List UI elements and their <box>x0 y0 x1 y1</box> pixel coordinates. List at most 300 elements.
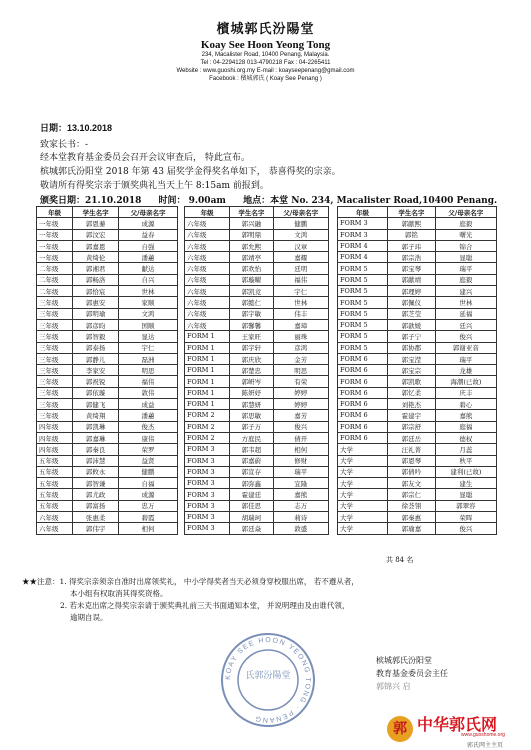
note-1: 1. 得奖宗亲须亲自准时出席领奖礼， 中小学得奖者当天必须身穿校服出席， 若不遵从者， <box>59 577 359 586</box>
parent-name-cell: 荣晖 <box>435 512 496 523</box>
parent-name-cell: 建生 <box>435 478 496 489</box>
grade-cell: 五年级 <box>37 500 73 511</box>
table-row <box>185 319 329 330</box>
parent-name-cell: 嘉耀 <box>273 252 329 263</box>
student-name-cell: 郭楚忠 <box>230 365 273 376</box>
notes-label: ★★注意： <box>22 577 60 586</box>
parent-name-cell: 汉章 <box>273 240 329 251</box>
student-name-cell: 郭伟宇 <box>73 523 119 534</box>
grade-cell: FORM 6 <box>338 365 388 376</box>
parent-name-cell: 健鹏 <box>119 466 178 477</box>
table-row <box>37 218 178 229</box>
table-row <box>338 478 497 489</box>
table-row <box>185 512 329 523</box>
student-name-cell: 郭铭 <box>388 229 436 240</box>
parent-name-cell: 碧霞 <box>119 512 178 523</box>
parent-name-cell: 显达 <box>119 331 178 342</box>
parent-name-cell: 嘉璋 <box>273 319 329 330</box>
table-row <box>37 319 178 330</box>
student-name-cell: 郭允熙 <box>230 240 273 251</box>
grade-cell: 三年级 <box>37 342 73 353</box>
student-name-cell: 郭佳思 <box>230 500 273 511</box>
parent-name-cell: 碧心 <box>435 399 496 410</box>
grade-cell: FORM 2 <box>185 432 230 443</box>
note-2-cont: 逾期自误。 <box>70 613 108 622</box>
grade-cell: FORM 3 <box>338 229 388 240</box>
parent-name-cell: 文鸿 <box>273 229 329 240</box>
student-name-cell: 郭彦昀 <box>73 319 119 330</box>
grade-cell: 大学 <box>338 500 388 511</box>
parent-name-cell: 潘蕙 <box>119 252 178 263</box>
grade-cell: 三年级 <box>37 297 73 308</box>
table-row <box>338 274 497 285</box>
org-facebook: Facebook : 檳城郭氏 ( Koay See Penang ) <box>209 76 322 82</box>
table-row <box>37 512 178 523</box>
student-name-cell: 郭岍岑 <box>230 376 273 387</box>
parent-name-cell: 宇仁 <box>273 286 329 297</box>
parent-name-cell: 彦鸿 <box>273 342 329 353</box>
table-row <box>338 240 497 251</box>
student-name-cell: 郭秦惠 <box>388 512 436 523</box>
student-name-cell: 郭兴融 <box>230 218 273 229</box>
table-row <box>185 410 329 421</box>
grade-cell: 一年级 <box>37 218 73 229</box>
table-row <box>185 342 329 353</box>
table-row <box>37 240 178 251</box>
parent-name-cell: 成源 <box>119 489 178 500</box>
grade-cell: 六年级 <box>37 512 73 523</box>
student-name-cell: 郭尤政 <box>73 489 119 500</box>
student-name-cell: 郭凯竞 <box>230 286 273 297</box>
student-name-cell: 郭宝滢 <box>388 353 436 364</box>
table-row <box>338 342 497 353</box>
student-name-cell: 郭健飞 <box>73 399 119 410</box>
org-contact: Tel : 04-2294128 013-4790218 Fax : 04-2265411 <box>200 60 331 66</box>
student-name-cell: 郭理婷 <box>388 286 436 297</box>
table-row <box>37 399 178 410</box>
grade-cell: 二年级 <box>37 286 73 297</box>
parent-name-cell: 潘蕙 <box>119 410 178 421</box>
student-name-cell: 郭懿仁 <box>230 297 273 308</box>
table-row <box>185 376 329 387</box>
student-name-cell: 王家旺 <box>230 331 273 342</box>
parent-name-cell: 庆丰 <box>435 387 496 398</box>
grade-cell: 六年级 <box>185 297 230 308</box>
student-name-cell: 郭湘君 <box>73 263 119 274</box>
student-name-cell: 郭攸永 <box>73 466 119 477</box>
student-name-cell: 郭凯歌 <box>388 376 436 387</box>
table-row <box>185 500 329 511</box>
parent-name-cell: 嘉熊 <box>273 489 329 500</box>
grade-cell: FORM 3 <box>185 466 230 477</box>
table-row <box>185 444 329 455</box>
parent-name-cell: 修财 <box>273 455 329 466</box>
parent-name-cell: 成源 <box>119 218 178 229</box>
grade-cell: 三年级 <box>37 319 73 330</box>
parent-name-cell: 瑞平 <box>273 466 329 477</box>
parent-name-cell: 宜隆 <box>273 478 329 489</box>
total-count: 共 84 名 <box>386 556 414 564</box>
table-row <box>338 365 497 376</box>
parent-name-cell: 嘉芳 <box>273 410 329 421</box>
grade-cell: FORM 6 <box>338 421 388 432</box>
student-name-cell: 陈妍妤 <box>230 387 273 398</box>
student-name-cell: 郭靖亭 <box>230 252 273 263</box>
student-name-cell: 郭汶宏 <box>73 229 119 240</box>
student-name-cell: 郭秦良 <box>73 444 119 455</box>
table-header-row <box>185 207 329 218</box>
greeting: 致家长书：- <box>40 140 89 150</box>
note-2: 2. 若未克出席之得奖宗亲请于颁奖典礼前三天书面通知本堂， 并说明理由及由谁代领， <box>60 601 350 610</box>
grade-cell: FORM 1 <box>185 342 230 353</box>
logo-title: 中华郭氏网 <box>417 715 498 734</box>
winners-table-3 <box>337 206 497 535</box>
student-name-cell: 霍建廷 <box>230 489 273 500</box>
grade-cell: 三年级 <box>37 308 73 319</box>
grade-cell: FORM 2 <box>185 421 230 432</box>
table-row <box>185 365 329 376</box>
table-row <box>185 455 329 466</box>
student-name-cell: 郭献靖 <box>388 274 436 285</box>
student-name-cell: 郭宗浩 <box>388 252 436 263</box>
student-name-cell: 郭弥鑫 <box>230 478 273 489</box>
table-row <box>37 252 178 263</box>
table-row <box>338 500 497 511</box>
student-name-cell: 郭宗仁 <box>388 489 436 500</box>
table-row <box>37 500 178 511</box>
parent-name-cell: 福伟 <box>119 376 178 387</box>
grade-cell: 六年级 <box>185 274 230 285</box>
grade-cell: FORM 3 <box>185 478 230 489</box>
table-row <box>185 229 329 240</box>
grade-cell: FORM 3 <box>185 444 230 455</box>
student-name-cell: 郭思敏 <box>230 410 273 421</box>
parent-name-cell: 海潮(已故) <box>435 376 496 387</box>
grade-cell: 六年级 <box>185 286 230 297</box>
winners-table-1 <box>36 206 178 535</box>
student-name-cell: 郭慧妍 <box>230 399 273 410</box>
stamp-ring-text: KOAY SEE HOON YEONG TONG · PENANG <box>224 636 312 724</box>
grade-cell: FORM 5 <box>338 319 388 330</box>
grade-cell: 五年级 <box>37 478 73 489</box>
student-name-cell: 郭嘉蔚 <box>230 455 273 466</box>
table-row <box>338 387 497 398</box>
grade-cell: 大学 <box>338 444 388 455</box>
grade-cell: 六年级 <box>185 319 230 330</box>
table-row <box>37 286 178 297</box>
column-header: 学生名字 <box>388 207 436 218</box>
student-name-cell: 郭廷焱 <box>230 523 273 534</box>
parent-name-cell: 文鸿 <box>119 308 178 319</box>
logo-emblem-icon: 郭 <box>387 716 413 742</box>
parent-name-cell: 自福 <box>119 478 178 489</box>
parent-name-cell: 俊杰 <box>119 421 178 432</box>
parent-name-cell: 倩开 <box>273 432 329 443</box>
student-name-cell: 郭子万 <box>230 421 273 432</box>
student-name-cell: 郭宇轩 <box>230 342 273 353</box>
grade-cell: FORM 6 <box>338 376 388 387</box>
table-row <box>37 342 178 353</box>
grade-cell: 三年级 <box>37 387 73 398</box>
grade-cell: 大学 <box>338 523 388 534</box>
student-name-cell: 郭明鼎 <box>230 229 273 240</box>
parent-name-cell: 丽珠 <box>273 331 329 342</box>
student-name-cell: 张惠柔 <box>73 512 119 523</box>
student-name-cell: 徐荟翎 <box>388 500 436 511</box>
table-row <box>338 444 497 455</box>
grade-cell: 四年级 <box>37 444 73 455</box>
student-name-cell: 郭沛慧 <box>73 455 119 466</box>
parent-name-cell: 康伟 <box>119 432 178 443</box>
parent-name-cell: 廷明 <box>273 263 329 274</box>
table-row <box>37 444 178 455</box>
grade-cell: 六年级 <box>185 229 230 240</box>
table-row <box>338 286 497 297</box>
parent-name-cell: 自兴 <box>119 274 178 285</box>
grade-cell: FORM 6 <box>338 432 388 443</box>
table-row <box>37 263 178 274</box>
grade-cell: FORM 5 <box>338 308 388 319</box>
parent-name-cell: 德权 <box>435 432 496 443</box>
parent-name-cell: 敦伟 <box>119 387 178 398</box>
student-name-cell: 郭恰宸 <box>73 286 119 297</box>
grade-cell: 三年级 <box>37 331 73 342</box>
award-time: 时间： 9.00am <box>158 196 226 206</box>
org-website: Website : www.guoshi.org.my E-mail : koayseepenang@gmail.com <box>176 68 355 74</box>
grade-cell: FORM 1 <box>185 365 230 376</box>
notes-section <box>22 576 512 624</box>
table-row <box>37 229 178 240</box>
table-row <box>37 365 178 376</box>
parent-name-cell: 显聪 <box>435 252 496 263</box>
grade-cell: 六年级 <box>37 523 73 534</box>
student-name-cell: 郭佩仪 <box>388 297 436 308</box>
note-1-cont: 本小组有权取消其得奖资格。 <box>70 589 168 598</box>
student-name-cell: 郭祝锐 <box>73 376 119 387</box>
grade-cell: 大学 <box>338 489 388 500</box>
grade-cell: FORM 3 <box>185 512 230 523</box>
parent-name-cell: 嘉熊 <box>435 410 496 421</box>
award-venue: 地点：本堂 No. 234, Macalister Road,10400 Penang. <box>243 196 498 206</box>
table-row <box>185 297 329 308</box>
table-row <box>185 478 329 489</box>
table-row <box>338 218 497 229</box>
table-row <box>37 421 178 432</box>
table-row <box>185 387 329 398</box>
table-row <box>338 297 497 308</box>
table-row <box>37 455 178 466</box>
table-row <box>338 252 497 263</box>
column-header: 学生名字 <box>73 207 119 218</box>
grade-cell: 五年级 <box>37 466 73 477</box>
student-name-cell: 郭倩吟 <box>388 466 436 477</box>
table-row <box>338 308 497 319</box>
student-name-cell: 郭献熙 <box>388 218 436 229</box>
table-row <box>37 489 178 500</box>
student-name-cell: 汪礼菁 <box>388 444 436 455</box>
parent-name-cell: 忠万 <box>119 500 178 511</box>
table-row <box>185 274 329 285</box>
table-row <box>37 387 178 398</box>
parent-name-cell: 月蕊 <box>435 444 496 455</box>
parent-name-cell: 世林 <box>273 297 329 308</box>
column-header: 学生名字 <box>230 207 273 218</box>
winners-table-2 <box>184 206 329 535</box>
student-name-cell: 郭子宁 <box>388 331 436 342</box>
parent-name-cell: 庭毅 <box>435 274 496 285</box>
parent-name-cell: 郭翠容 <box>435 500 496 511</box>
student-name-cell: 郭宇敏 <box>230 308 273 319</box>
parent-name-cell: 俊兴 <box>435 523 496 534</box>
letter-date: 日期：13.10.2018 <box>40 123 113 133</box>
column-header: 父/母亲名字 <box>119 207 178 218</box>
student-name-cell: 郭欢怡 <box>230 263 273 274</box>
table-row <box>185 240 329 251</box>
table-row <box>185 263 329 274</box>
grade-cell: FORM 5 <box>338 331 388 342</box>
column-header: 年级 <box>338 207 388 218</box>
grade-cell: 一年级 <box>37 240 73 251</box>
table-row <box>185 252 329 263</box>
parent-name-cell: 世林 <box>435 297 496 308</box>
grade-cell: 六年级 <box>185 218 230 229</box>
table-row <box>338 421 497 432</box>
table-row <box>338 512 497 523</box>
signature-title: 教育基金委员会主任 <box>376 669 448 678</box>
parent-name-cell: 显聪 <box>435 489 496 500</box>
grade-cell: 大学 <box>338 466 388 477</box>
org-name-chinese: 檳城郭氏汾陽堂 <box>216 22 315 37</box>
table-row <box>37 376 178 387</box>
grade-cell: FORM 1 <box>185 376 230 387</box>
parent-name-cell: 成益 <box>119 399 178 410</box>
signature-block <box>376 654 448 693</box>
student-name-cell: 郭智谦 <box>73 478 119 489</box>
parent-name-cell: 磊洲 <box>119 353 178 364</box>
student-name-cell: 郭嘉恩 <box>73 240 119 251</box>
table-row <box>37 297 178 308</box>
column-header: 父/母亲名字 <box>435 207 496 218</box>
letterhead <box>0 18 531 83</box>
stamp-center-text: 氏郭汾陽堂 <box>245 671 291 681</box>
grade-cell: 二年级 <box>37 263 73 274</box>
parent-name-cell: 伟丰 <box>273 308 329 319</box>
parent-name-cell: 有荣 <box>273 376 329 387</box>
table-row <box>185 353 329 364</box>
grade-cell: FORM 1 <box>185 331 230 342</box>
parent-name-cell: 瑞平 <box>435 263 496 274</box>
table-row <box>185 331 329 342</box>
grade-cell: FORM 4 <box>338 240 388 251</box>
student-name-cell: 郭韦超 <box>230 444 273 455</box>
logo-subtitle: 郭氏网主主页 <box>467 742 504 749</box>
student-name-cell: 郭忆柔 <box>388 387 436 398</box>
student-name-cell: 郭恩琴 <box>388 455 436 466</box>
signature-name: 郭锦兴 启 <box>376 682 411 691</box>
table-row <box>338 353 497 364</box>
table-header-row <box>338 207 497 218</box>
parent-name-cell: 延福 <box>435 308 496 319</box>
grade-cell: 三年级 <box>37 353 73 364</box>
parent-name-cell: 锦合 <box>435 240 496 251</box>
table-row <box>37 353 178 364</box>
grade-cell: FORM 5 <box>338 263 388 274</box>
parent-name-cell: 婷婷 <box>273 399 329 410</box>
grade-cell: FORM 6 <box>338 387 388 398</box>
student-name-cell: 郭协郡 <box>388 342 436 353</box>
grade-cell: FORM 5 <box>338 342 388 353</box>
table-row <box>185 286 329 297</box>
parent-name-cell: 献达 <box>119 263 178 274</box>
student-name-cell: 郭畅洛 <box>73 274 119 285</box>
parent-name-cell: 福伟 <box>273 274 329 285</box>
grade-cell: 六年级 <box>185 240 230 251</box>
table-row <box>338 331 497 342</box>
student-name-cell: 胡瑞珂 <box>230 512 273 523</box>
student-name-cell: 郭宝琴 <box>388 263 436 274</box>
parent-name-cell: 曙光 <box>435 229 496 240</box>
grade-cell: 二年级 <box>37 274 73 285</box>
parent-name-cell: 益春 <box>119 229 178 240</box>
parent-name-cell: 荣罗 <box>119 444 178 455</box>
student-name-cell: 郭子玮 <box>388 240 436 251</box>
parent-name-cell: 郭谢亚音 <box>435 342 496 353</box>
grade-cell: FORM 3 <box>185 523 230 534</box>
grade-cell: FORM 3 <box>185 455 230 466</box>
grade-cell: 五年级 <box>37 489 73 500</box>
student-name-cell: 郭静儿 <box>73 353 119 364</box>
student-name-cell: 刘艳杰 <box>388 399 436 410</box>
parent-name-cell: 金芳 <box>273 353 329 364</box>
grade-cell: 六年级 <box>185 308 230 319</box>
table-row <box>37 410 178 421</box>
student-name-cell: 霍建宇 <box>388 410 436 421</box>
table-row <box>338 466 497 477</box>
table-header-row <box>37 207 178 218</box>
student-name-cell: 郭明瑜 <box>73 308 119 319</box>
table-row <box>185 421 329 432</box>
grade-cell: FORM 6 <box>338 353 388 364</box>
grade-cell: 大学 <box>338 512 388 523</box>
student-name-cell: 郭宝宗 <box>388 365 436 376</box>
org-address: 234, Macalister Road, 10400 Penang, Malaysia. <box>201 52 330 58</box>
table-row <box>338 523 497 534</box>
student-name-cell: 郭庆欣 <box>230 353 273 364</box>
student-name-cell: 郭惠安 <box>73 297 119 308</box>
table-row <box>37 523 178 534</box>
student-name-cell: 郭依璇 <box>73 387 119 398</box>
student-name-cell: 郭瑜嘉 <box>388 523 436 534</box>
table-row <box>37 331 178 342</box>
grade-cell: 一年级 <box>37 252 73 263</box>
table-row <box>37 308 178 319</box>
column-header: 年级 <box>185 207 230 218</box>
table-row <box>338 489 497 500</box>
table-row <box>37 478 178 489</box>
student-name-cell: 郭宗舒 <box>388 421 436 432</box>
signature-org: 槟城郭氏汾阳堂 <box>376 656 432 665</box>
student-name-cell: 黄绮伦 <box>73 252 119 263</box>
paragraph-3: 敬请所有得奖宗亲于颁奖典礼当天上午 8:15am 前报到。 <box>40 181 269 191</box>
table-row <box>185 489 329 500</box>
table-row <box>37 466 178 477</box>
parent-name-cell: 廷兴 <box>435 319 496 330</box>
table-row <box>185 466 329 477</box>
grade-cell: 三年级 <box>37 365 73 376</box>
grade-cell: 大学 <box>338 478 388 489</box>
grade-cell: FORM 6 <box>338 399 388 410</box>
grade-cell: 三年级 <box>37 410 73 421</box>
